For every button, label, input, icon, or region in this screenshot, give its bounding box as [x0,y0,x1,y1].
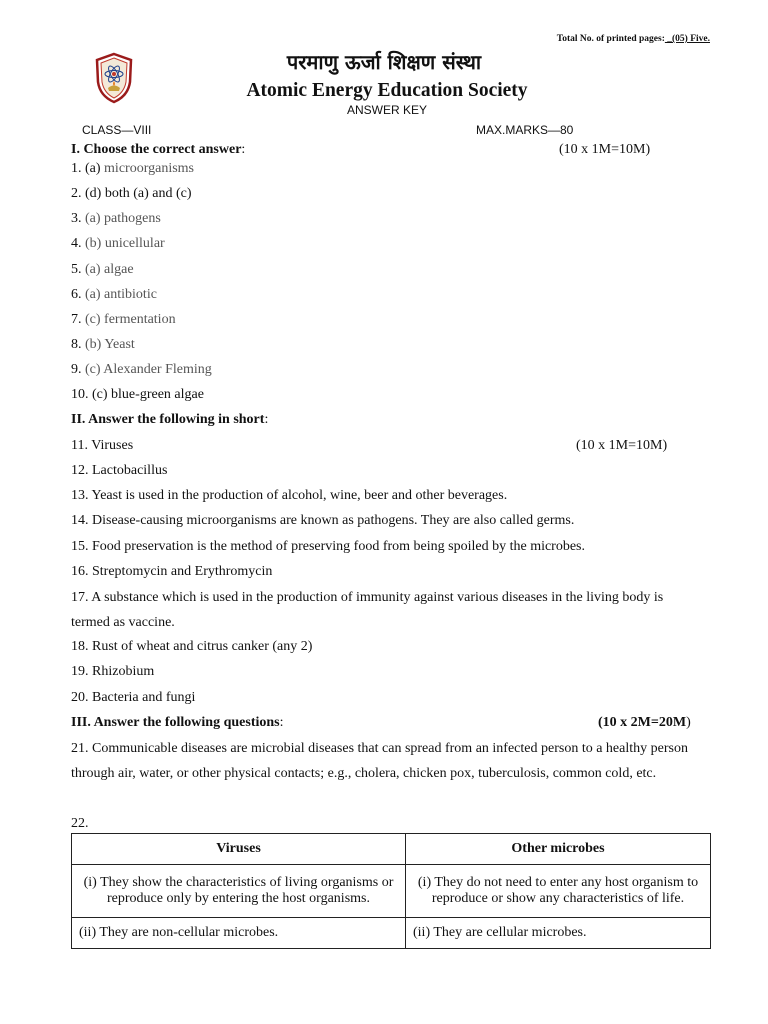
printed-pages-note [557,34,710,44]
section-1-heading-text: I. Choose the correct answer [71,142,242,157]
table-row [72,918,711,949]
list-item: 5. (a) algae [71,262,134,277]
list-item: 19. Rhizobium [71,664,155,679]
table-header-cell: Other microbes [406,834,711,865]
list-item: 13. Yeast is used in the production of alcohol, wine, beer and other beverages. [71,488,508,503]
list-item: 9. (c) Alexander Fleming [71,362,212,377]
section-3-marks [598,715,691,731]
list-item: 12. Lactobacillus [71,463,168,478]
section-2-colon: : [264,412,269,427]
max-marks-label: MAX.MARKS—80 [476,123,574,137]
section-3-heading-text: III. Answer the following questions [71,715,280,730]
list-item: 4. (b) unicellular [71,236,165,251]
section-2-heading-text: II. Answer the following in short [71,412,265,427]
list-item: 11. Viruses [71,438,134,453]
answer-21: 21. Communicable diseases are microbial diseases that can spread from an infected person to a healthy person through air, water, or other physical contacts; e.g., cholera, chicken pox, tuberculosis, common cold, etc. [71,741,688,782]
section-3-colon: : [279,715,284,730]
table-row [72,865,711,918]
printed-pages-value: _(05) Five. [664,34,710,44]
class-label: CLASS—VIII [82,123,152,137]
list-item: 16. Streptomycin and Erythromycin [71,564,273,579]
hindi-title: परमाणु ऊर्जा शिक्षण संस्था [286,50,482,74]
table-header-cell: Viruses [72,834,406,865]
section-1-marks: (10 x 1M=10M) [559,142,651,157]
table-header-row [72,834,711,865]
comparison-table [71,833,711,949]
printed-pages-label: Total No. of printed pages: [556,34,665,44]
list-item: 17. A substance which is used in the production of immunity against various diseases in the living body is termed as vaccine. [71,590,664,631]
table-cell: (i) They show the characteristics of living organisms or reproduce only by entering the host organisms. [72,865,406,918]
section-2-heading [71,412,268,428]
list-item: 1. (a) microorganisms [71,161,195,176]
list-item: 3. (a) pathogens [71,211,161,226]
table-cell: (i) They do not need to enter any host organism to reproduce or show any characteristics of life. [406,865,711,918]
list-item: 2. (d) both (a) and (c) [71,186,192,201]
list-item: 20. Bacteria and fungi [71,690,196,705]
section-3-marks-close: ) [686,715,691,730]
section-1-colon: : [241,142,246,157]
list-item: 6. (a) antibiotic [71,287,157,302]
table-cell: (ii) They are non-cellular microbes. [72,918,406,949]
section-2-marks: (10 x 1M=10M) [576,438,668,453]
page-title: Atomic Energy Education Society [246,80,528,101]
list-item: 7. (c) fermentation [71,312,176,327]
list-item: 15. Food preservation is the method of preserving food from being spoiled by the microbes. [71,539,586,554]
section-1-heading [71,142,245,158]
list-item: 18. Rust of wheat and citrus canker (any 2) [71,639,313,654]
list-item: 10. (c) blue-green algae [71,387,204,402]
answer-22-label: 22. [71,816,89,831]
list-item: 14. Disease-causing microorganisms are known as pathogens. They are also called germs. [71,513,575,528]
answer-key-label: ANSWER KEY [346,103,427,117]
section-3-heading [71,715,284,731]
list-item: 8. (b) Yeast [71,337,135,352]
table-cell: (ii) They are cellular microbes. [406,918,711,949]
section-3-marks-text: (10 x 2M=20M [598,715,687,730]
